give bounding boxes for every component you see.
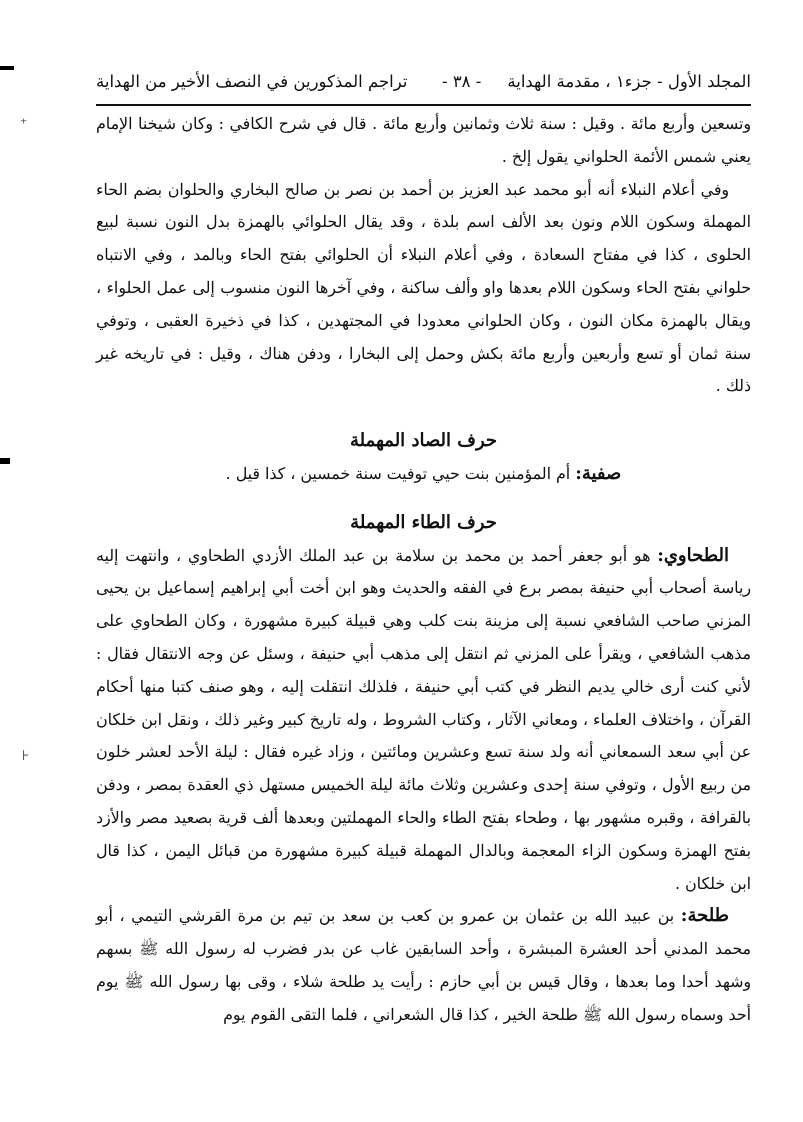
intro-paragraph-continuation: وتسعين وأربع مائة . وقيل : سنة ثلاث وثمانين وأربع مائة . قال في شرح الكافي : وكان شيخنا الإمام يعني شمس الأئمة الحلواني يقول إلخ .: [96, 114, 751, 166]
page-body: [96, 108, 751, 1032]
margin-tick-left-upper: ⁺: [20, 116, 28, 132]
section-heading-sad: حرف الصاد المهملة: [349, 430, 498, 452]
entry-term-safiya: صفية:: [575, 462, 622, 484]
entry-term-tahawi: الطحاوي:: [657, 544, 729, 566]
header-running-title: تراجم المذكورين في النصف الأخير من الهداية: [96, 72, 408, 91]
section-heading-ta: حرف الطاء المهملة: [350, 511, 497, 533]
entry-text-safiya: أم المؤمنين بنت حيي توفيت سنة خمسين ، كذا قيل .: [225, 463, 571, 483]
margin-tick-left-lower: ⊦: [22, 748, 30, 764]
page-header: [96, 60, 751, 106]
entry-tahawi: [96, 540, 751, 901]
header-page-number: - ٣٨ -: [441, 72, 482, 91]
intro-paragraph-halwani: وفي أعلام النبلاء أنه أبو محمد عبد العزيز بن أحمد بن نصر بن صالح البخاري والحلوان بضم الحاء المهملة وسكون اللام ونون بعد الألف اسم بلدة ، وقد يقال الحلوائي بالهمزة بدل النون نسبة لبيع الحلوى ، كذا في مفتاح السعادة ، وفي أعلام النبلاء أن الحلوائي بفتح الحاء وبالمد ، وفي الانتباه حلواني بفتح الحاء وسكون اللام بعدها واو وألف ساكنة ، وفي آخرها النون منسوب إلى عمل الحلواء ، ويقال بالهمزة مكان النون ، وكان الحلواني معدودا في المجتهدين ، كذا في ذخيرة العقبى ، وتوفي سنة ثمان أو تسع وأربعين وأربع مائة بكش وحمل إلى البخارا ، ودفن هناك ، وقيل : في تاريخه غير ذلك .: [96, 179, 751, 396]
header-volume: المجلد الأول - جزء١ ، مقدمة الهداية: [507, 72, 751, 91]
margin-mark-top: [0, 66, 14, 70]
entry-text-tahawi: هو أبو جعفر أحمد بن محمد بن سلامة بن عبد الملك الأزدي الطحاوي ، وانتهت إليه رياسة أصحاب أبي حنيفة بمصر برع في الفقه والحديث وهو ابن أخت أبي إبراهيم إسماعيل بن يحيى المزني صاحب الشافعي نسبة إلى مزينة بنت كلب وهي قبيلة كبيرة مشهورة ، وكان الطحاوي على مذهب الشافعي ، ويقرأ على المزني ثم انتقل إلى مذهب أبي حنيفة ، وسئل عن وجه الانتقال فقال : لأني كنت أرى خالي يديم النظر في كتب أبي حنيفة ، فلذلك انتقلت إليه ، وهو صنف كتبا منها أحكام القرآن ، واختلاف العلماء ، ومعاني الآثار ، وكتاب الشروط ، وله تاريخ كبير وغير ذلك ، ونقل ابن خلكان عن أبي سعد السمعاني أنه ولد سنة تسع وعشرين ومائتين ، وزاد غيره فقال : ليلة الأحد لعشر خلون من ربيع الأول ، وتوفي سنة إحدى وعشرين وثلاث مائة ليلة الخميس مستهل ذي العقدة بمصر ، ودفن بالقرافة ، وقبره مشهور بها ، وطحاء بفتح الطاء والحاء المهملتين وبعدها ألف قرية بصعيد مصر والأزد بفتح الهمزة وسكون الزاء المعجمة وبالدال المهملة قبيلة كبيرة مشهورة من قبائل اليمن ، كذا قال ابن خلكان .: [96, 545, 751, 893]
entry-term-talha: طلحة:: [680, 905, 729, 927]
entry-text-talha: بن عبيد الله بن عثمان بن عمرو بن كعب بن سعد بن تيم بن مرة القرشي التيمي ، أبو محمد المدني أحد العشرة المبشرة ، وأحد السابقين غاب عن بدر فضرب له رسول الله ﷺ بسهم وشهد أحدا وما بعدها ، وقال قيس بن أبي حازم : رأيت يد طلحة شلاء ، وقى بها رسول الله ﷺ يوم أحد وسماه رسول الله ﷺ طلحة الخير ، كذا قال الشعراني ، فلما التقى القوم يوم: [96, 906, 752, 1024]
entry-talha: [96, 900, 751, 1031]
entry-safiya: [96, 458, 751, 491]
margin-mark-middle: [0, 458, 10, 464]
